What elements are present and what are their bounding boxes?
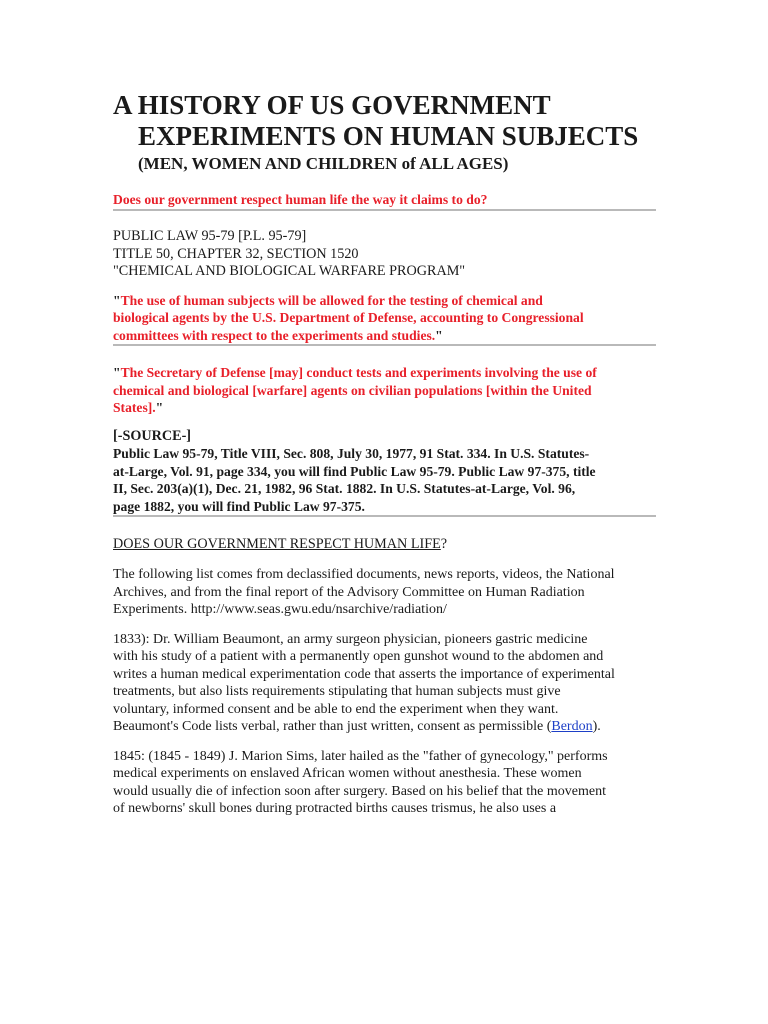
- law-line-1: PUBLIC LAW 95-79 [P.L. 95-79]: [113, 228, 307, 244]
- intro-line-3: Experiments. http://www.seas.gwu.edu/nsarchive/radiation/: [113, 602, 447, 617]
- intro-line-1: The following list comes from declassified documents, news reports, videos, the National: [113, 567, 615, 582]
- berdon-link[interactable]: Berdon: [551, 719, 593, 734]
- quote-1-line-1: [113, 292, 656, 310]
- entry-1833-line-1: 1833): Dr. William Beaumont, an army surgeon physician, pioneers gastric medicine: [113, 631, 588, 647]
- law-line-3: "CHEMICAL AND BIOLOGICAL WARFARE PROGRAM": [113, 263, 466, 279]
- source-line-2: at-Large, Vol. 91, page 334, you will find Public Law 95-79. Public Law 97-375, title: [113, 463, 596, 479]
- entry-1833-paragraph: [113, 631, 656, 736]
- entry-1833-line-6: [113, 718, 656, 736]
- quote-2-line-1: [113, 364, 656, 382]
- law-line-2: TITLE 50, CHAPTER 32, SECTION 1520: [113, 245, 359, 262]
- quote-1-line-2: biological agents by the U.S. Department of Defense, accounting to Congressional: [113, 310, 584, 325]
- divider-1: [113, 209, 656, 211]
- source-line-1: Public Law 95-79, Title VIII, Sec. 808, July 30, 1977, 91 Stat. 334. In U.S. Statutes-: [113, 446, 590, 461]
- divider-2: [113, 344, 656, 346]
- entry-1833-line-3: writes a human medical experimentation code that asserts the importance of experimental: [113, 666, 615, 682]
- section-heading-mark: ?: [440, 536, 448, 552]
- quote-1-text-1: The use of human subjects will be allowed for the testing of chemical and: [120, 292, 543, 308]
- section-heading-text: DOES OUR GOVERNMENT RESPECT HUMAN LIFE: [113, 536, 441, 552]
- entry-1833-last-suffix: ).: [592, 719, 601, 734]
- law-reference: [113, 228, 656, 281]
- law-quote-1: [113, 292, 656, 345]
- quote-2-open-mark: ": [113, 365, 121, 380]
- quote-2-close-mark: ": [155, 400, 164, 415]
- entry-1845-line-2: medical experiments on enslaved African women without anesthesia. These women: [113, 766, 582, 781]
- entry-1845-paragraph: [113, 748, 656, 818]
- source-line-3: II, Sec. 203(a)(1), Dec. 21, 1982, 96 Stat. 1882. In U.S. Statutes-at-Large, Vol. 96,: [113, 481, 576, 496]
- quote-1-line-3: [113, 327, 656, 345]
- quote-1-text-3: committees with respect to the experiments and studies.: [113, 327, 436, 343]
- intro-line-2: Archives, and from the final report of the Advisory Committee on Human Radiation: [113, 584, 585, 600]
- document-subtitle: (MEN, WOMEN AND CHILDREN of ALL AGES): [138, 154, 509, 173]
- quote-1-close-mark: ": [435, 327, 443, 343]
- document-title-line-1: A HISTORY OF US GOVERNMENT: [113, 90, 551, 120]
- entry-1833-line-5: voluntary, informed consent and be able to end the experiment when they want.: [113, 701, 559, 717]
- entry-1833-line-4: treatments, but also lists requirements stipulating that human subjects must give: [113, 684, 561, 699]
- intro-paragraph: [113, 566, 656, 619]
- quote-1-open-mark: ": [113, 292, 121, 308]
- document-title-line-2: EXPERIMENTS ON HUMAN SUBJECTS: [138, 121, 639, 151]
- quote-2-line-2: chemical and biological [warfare] agents on civilian populations [within the United: [113, 382, 592, 398]
- document-page: [113, 90, 656, 818]
- source-label: [-SOURCE-]: [113, 427, 192, 444]
- entry-1845-line-4: of newborns' skull bones during protracted births causes trismus, he also uses a: [113, 801, 557, 816]
- entry-1833-line-2: with his study of a patient with a permanently open gunshot wound to the abdomen and: [113, 649, 604, 664]
- entry-1845-line-1: 1845: (1845 - 1849) J. Marion Sims, later hailed as the "father of gynecology," performs: [113, 748, 608, 764]
- source-line-4: page 1882, you will find Public Law 97-375.: [113, 498, 365, 514]
- section-heading: [113, 535, 656, 553]
- quote-2-text-1: The Secretary of Defense [may] conduct tests and experiments involving the use of: [120, 365, 597, 380]
- law-quote-2: [113, 364, 656, 417]
- quote-2-line-3: [113, 399, 656, 417]
- entry-1845-line-3: would usually die of infection soon after surgery. Based on his belief that the movement: [113, 783, 606, 799]
- divider-3: [113, 515, 656, 517]
- quote-2-text-3: States].: [113, 400, 156, 415]
- entry-1833-last-prefix: Beaumont's Code lists verbal, rather than just written, consent as permissible (: [113, 719, 552, 734]
- intro-question: Does our government respect human life the way it claims to do?: [113, 192, 488, 207]
- source-citation: [113, 445, 656, 515]
